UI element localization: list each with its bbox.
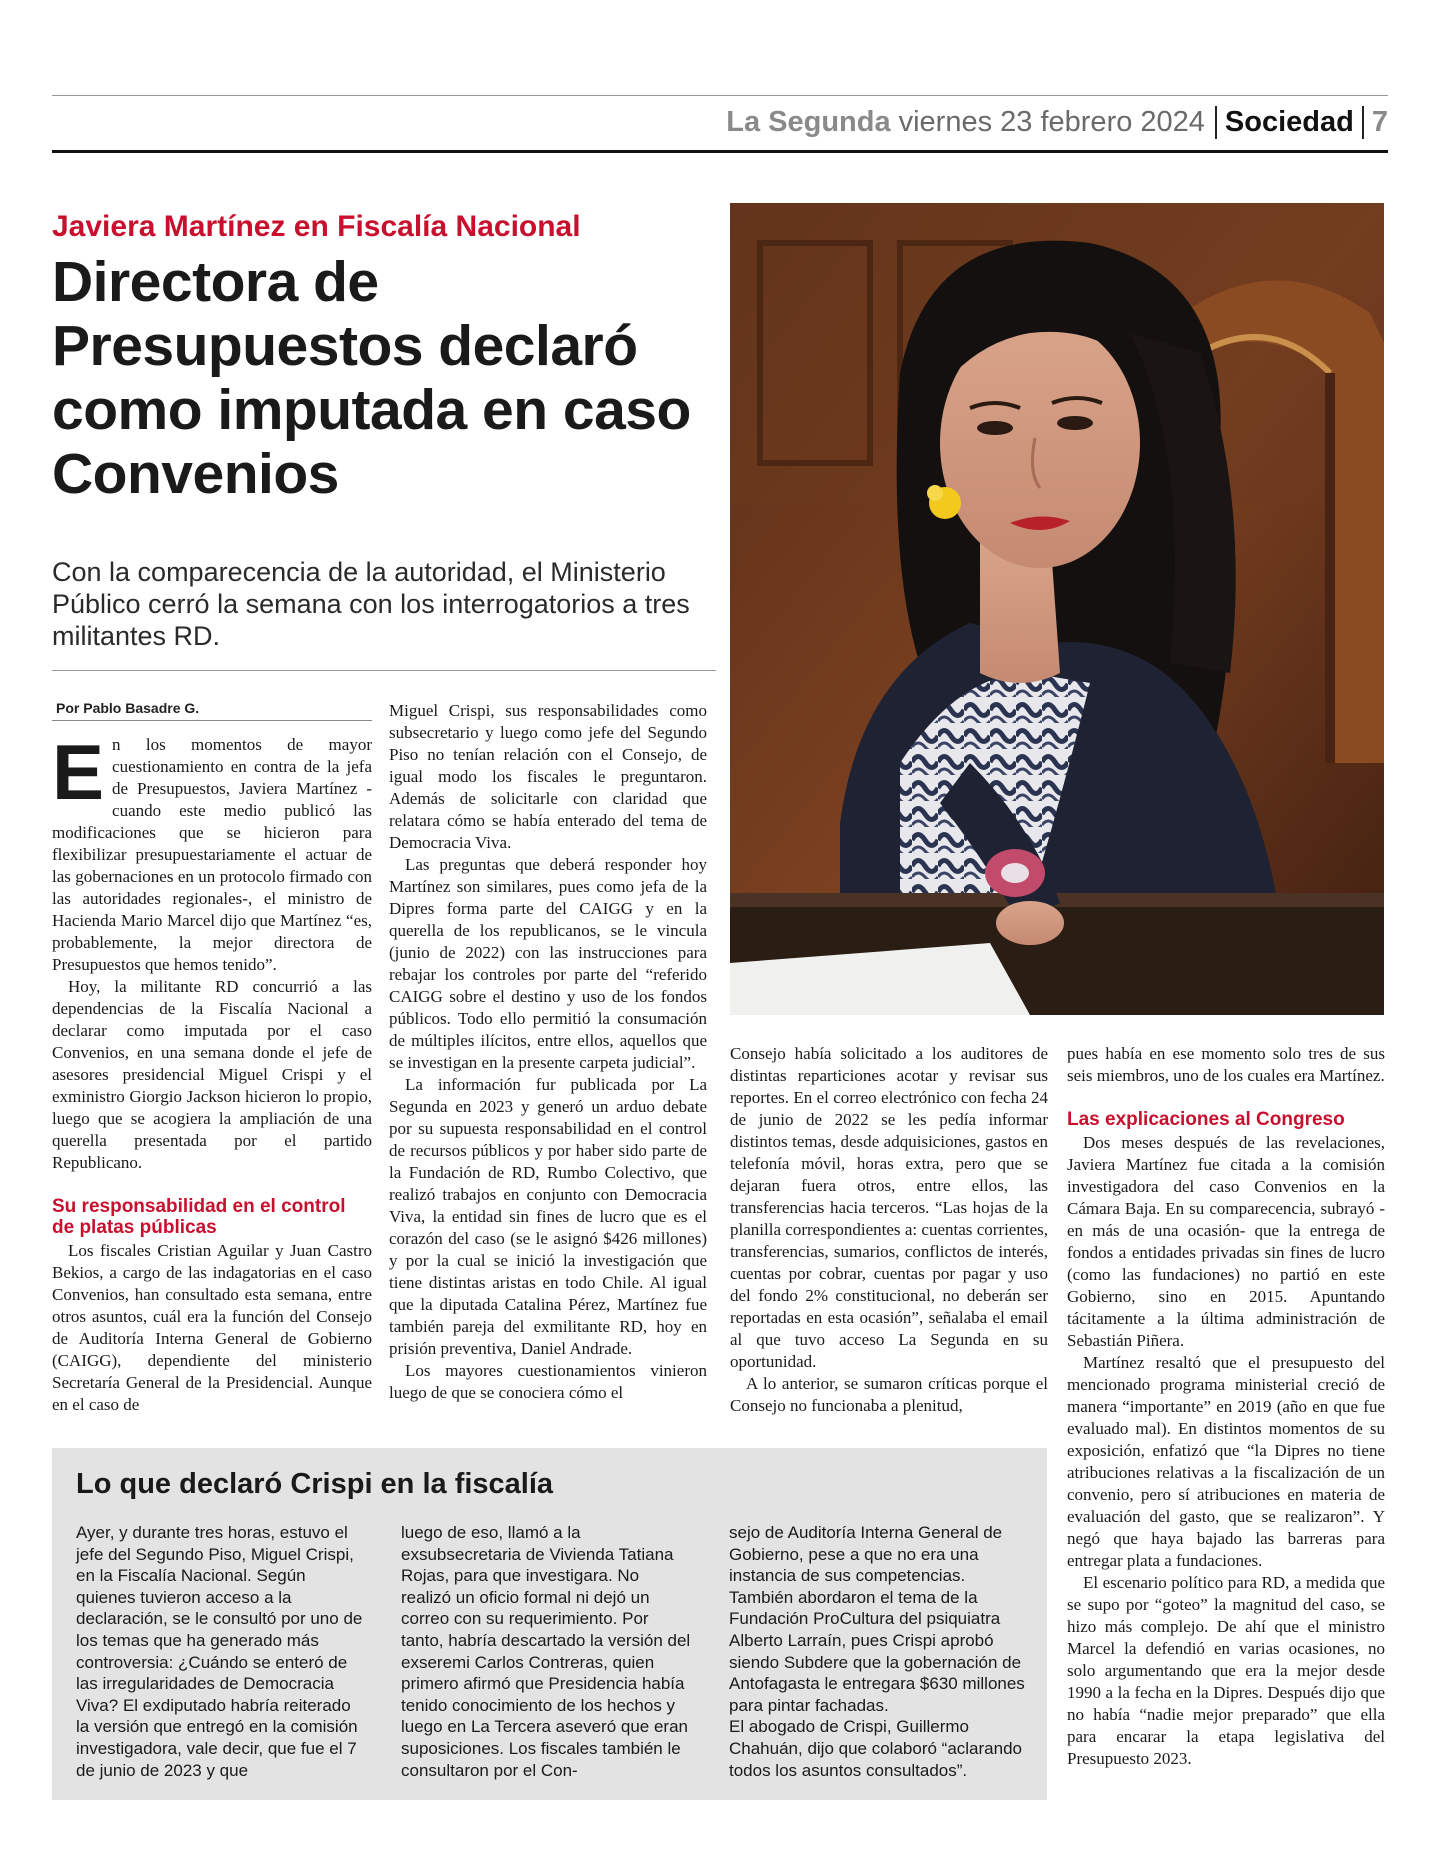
subhead: Las explicaciones al Congreso	[1067, 1109, 1345, 1130]
photo-illustration	[730, 203, 1384, 1015]
paragraph: El abogado de Crispi, Guillermo Chahuán, dijo que colaboró “aclarando todos los asuntos consultados”.	[729, 1717, 1022, 1780]
article-column-3	[730, 1043, 1048, 1417]
drop-cap: E	[52, 728, 105, 816]
paragraph: En los momentos de mayor cuestionamiento en contra de la jefa de Presupuestos, Javiera Martínez -cuando este medio publicó las modificaciones que se hicieron para flexibilizar presupuestariamente el actuar de las gobernaciones en un protocolo firmado con las autoridades regionales-, el ministro de Hacienda Mario Marcel dijo que Martínez “es, probablemente, la mejor directora de Presupuestos que hemos tenido”.	[52, 728, 372, 974]
masthead	[726, 104, 1388, 140]
box-column-1	[76, 1522, 366, 1781]
paragraph: Los mayores cuestionamientos vinieron luego de que se conociera cómo el	[389, 1361, 707, 1402]
deck-rule	[52, 670, 716, 671]
paragraph: Las preguntas que deberá responder hoy Martínez son similares, pues como jefa de la Dipres forma parte del CAIGG y en la querella de los republicanos, se le vincula (junio de 2022) con las instrucciones para rebajar los controles por parte del “referido CAIGG sobre el destino y uso de los fondos públicos. Todo ello permitió la consumación de múltiples ilícitos, entre ellos, aquellos que se investigan en la presente carpeta judicial”.	[389, 855, 707, 1072]
byline-rule	[52, 720, 372, 721]
box-column-3	[729, 1522, 1029, 1781]
kicker: Javiera Martínez en Fiscalía Nacional	[52, 210, 581, 243]
byline: Por Pablo Basadre G.	[56, 700, 200, 716]
newspaper-name: La Segunda	[726, 105, 891, 138]
subhead: Su responsabilidad en el control de platas públicas	[52, 1196, 346, 1238]
paragraph: Dos meses después de las revelaciones, Javiera Martínez fue citada a la comisión investigadora del caso Convenios en la Cámara Baja. En su comparecencia, subrayó -en más de una ocasión- que la entrega de fondos a entidades privadas sin fines de lucro (como las fundaciones) no partió en este Gobierno, sino en 2015. Apuntando tácitamente a la última administración de Sebastián Piñera.	[1067, 1133, 1385, 1350]
paragraph: luego de eso, llamó a la exsubsecretaria de Vivienda Tatiana Rojas, para que investigara. No realizó un oficio formal ni dejó un correo con su requerimiento. Por tanto, habría descartado la versión del exseremi Carlos Contreras, quien primero afirmó que Presidencia había tenido conocimiento de los hechos y luego en La Tercera aseveró que eran suposiciones. Los fiscales también le consultaron por el Con-	[401, 1523, 691, 1780]
article-column-1	[52, 728, 372, 1416]
paragraph: Miguel Crispi, sus responsabilidades como subsecretario y luego como jefe del Segundo Piso no tenían relación con el Consejo, de igual modo los fiscales le preguntaron. Además de solicitarle con claridad que relatara cómo se había enterado del tema de Democracia Viva.	[389, 701, 707, 852]
paragraph: Ayer, y durante tres horas, estuvo el jefe del Segundo Piso, Miguel Crispi, en la Fiscalía Nacional. Según quienes tuvieron acceso a la declaración, se le consultó por uno de los temas que ha generado más controversia: ¿Cuándo se enteró de las irregularidades de Democracia Viva? El exdiputado habría reiterado la versión que entregó en la comisión investigadora, vale decir, que fue el 7 de junio de 2023 y que	[76, 1523, 363, 1780]
article-photo	[730, 203, 1384, 1015]
paragraph: Consejo había solicitado a los auditores de distintas reparticiones acotar y revisar sus reportes. En el correo electrónico con fecha 24 de junio de 2022 se les pedía informar distintos temas, desde adquisiciones, gastos en telefonía móvil, horas extra, pero que se dejaran fuera otros, entre ellos, las transferencias hacia terceros. “Las hojas de la planilla correspondientes a: cuentas corrientes, transferencias, sumarios, conflictos de interés, cuentas por cobrar, cuentas por pagar y uso del fondo 2% constitucional, no deberán ser reportadas en esta ocasión”, señalaba el email al que tuvo acceso La Segunda en su oportunidad.	[730, 1044, 1048, 1371]
page-number: 7	[1371, 105, 1388, 138]
header-top-rule	[52, 95, 1388, 96]
paragraph: pues había en ese momento solo tres de sus seis miembros, uno de los cuales era Martínez.	[1067, 1044, 1385, 1085]
article-column-2	[389, 700, 707, 1404]
paragraph: Hoy, la militante RD concurrió a las dependencias de la Fiscalía Nacional a declarar como imputada por el caso Convenios, en una semana donde el jefe de asesores presidencial Miguel Crispi y el exministro Giorgio Jackson hicieron lo propio, luego que se acogiera la ampliación de una querella presentada por el partido Republicano.	[52, 977, 372, 1172]
paragraph: Los fiscales Cristian Aguilar y Juan Castro Bekios, a cargo de las indagatorias en el caso Convenios, han consultado esta semana, entre otros asuntos, cuál era la función del Consejo de Auditoría Interna General de Gobierno (CAIGG), dependiente del ministerio Secretaría General de la Presidencial. Aunque en el caso de	[52, 1241, 372, 1414]
headline: Directora de Presupuestos declaró como imputada en caso Convenios	[52, 250, 691, 506]
issue-date: viernes 23 febrero 2024	[899, 106, 1217, 139]
header-bottom-rule	[52, 150, 1388, 153]
article-column-4	[1067, 1043, 1385, 1770]
paragraph: La información fur publicada por La Segunda en 2023 y generó un arduo debate por su supuesta responsabilidad en el control de recursos públicos y por haber sido parte de la Fundación de RD, Rumbo Colectivo, que realizó trabajos en conjunto con Democracia Viva, la entidad sin fines de lucro que es el corazón del caso (se le asignó $426 millones) y por la cual se inició la investigación que tiene distintas aristas en todo Chile. Al igual que la diputada Catalina Pérez, Martínez fue también pareja del exmilitante RD, hoy en prisión preventiva, Daniel Andrade.	[389, 1075, 707, 1358]
paragraph: El escenario político para RD, a medida que se supo por “goteo” la magnitud del caso, se hizo más complejo. De ahí que el ministro Marcel la defendió en varias ocasiones, no solo argumentando que era la mejor desde 1990 a la fecha en la Dipres. Después dijo que no había “nadie mejor preparado” que ella para encarar la etapa legislativa del Presupuesto 2023.	[1067, 1573, 1385, 1768]
section-name: Sociedad	[1217, 106, 1364, 139]
deck: Con la comparecencia de la autoridad, el Ministerio Público cerró la semana con los interrogatorios a tres militantes RD.	[52, 557, 690, 651]
box-title: Lo que declaró Crispi en la fiscalía	[76, 1468, 554, 1500]
box-column-2	[401, 1522, 691, 1781]
paragraph: Martínez resaltó que el presupuesto del mencionado programa ministerial creció de manera “importante” en 2019 (año en que fue evaluado mal). En distintos momentos de su exposición, enfatizó que “la Dipres no tiene atribuciones relativas a la fiscalización de un convenio, pero sí atribuciones en materia de evaluación del gasto, que se realizaron”. Y negó que haya bajado las barreras para entregar plata a fundaciones.	[1067, 1353, 1385, 1570]
paragraph: A lo anterior, se sumaron críticas porque el Consejo no funcionaba a plenitud,	[730, 1374, 1048, 1415]
paragraph: sejo de Auditoría Interna General de Gobierno, pese a que no era una instancia de sus competencias. También abordaron el tema de la Fundación ProCultura del psiquiatra Alberto Larraín, pues Crispi aprobó siendo Subdere que la gobernación de Antofagasta le entregara $630 millones para pintar fachadas.	[729, 1523, 1025, 1715]
